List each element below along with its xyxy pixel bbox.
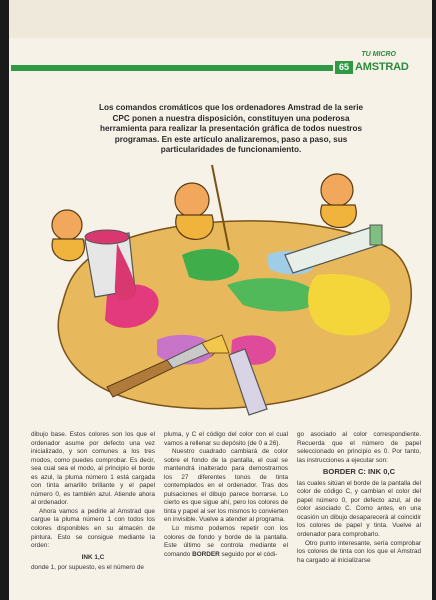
paragraph: dibujo base. Estos colores son los que el ordenador asume por defecto una vez inicializado, y son comunes a los tres modos, como puedes comprobar. Es decir, sea cual sea el modo, al principio el borde es azul, la pluma número 1 está cargada con tinta amarillo brillante y el papel número 0, es también azul. Atiende ahora al ordenador. [31, 431, 155, 507]
paragraph [164, 525, 288, 559]
paragraph: go asociado al color correspondiente. Recuerda que el número de papel seleccionado en principio es 0. Por tanto, las instrucciones a ejecutar son: [297, 431, 421, 464]
paragraph: Nuestro cuadrado cambiará de color sobre el fondo de la pantalla, el cual se mantendrá inalterado para demostrarnos los 27 diferentes tonos de tinta contemplados en el ordenador. Tras dos pulsaciones el dibujo parece borrarse. Lo cierto es que sigue ahí, pero los colores de tinta y papel al ser los mismos lo convierten en invisible. Vuelve a atender al programa. [164, 448, 288, 524]
paragraph: donde 1, por supuesto, es el número de [31, 564, 144, 572]
header-rule [11, 65, 333, 71]
column-3 [297, 431, 421, 565]
column-1 [31, 431, 155, 573]
palette-illustration [17, 155, 427, 425]
code-command: INK 1,C [81, 553, 105, 561]
border-keyword: BORDER [192, 550, 220, 558]
section-kicker: TU MICRO [361, 51, 396, 58]
paragraph: pluma, y C el código del color con el cual vamos a rellenar su depósito (de 0 a 26). [164, 431, 288, 447]
paragraph-text: Lo mismo podemos repetir con los colores de fondo y borde de la pantalla. Este último se controla mediante el comando [164, 525, 288, 558]
paragraph: las cuales sitúan el borde de la pantalla del color de código C, y cambian el color del papel número 0, por defecto azul, al de color asociado C. Como antes, en una ocasión un dibujo desaparecerá al coincidir los colores de papel y tinta. Vuelve al ordenador para comprobarlo. [297, 479, 421, 539]
code-command: BORDER C: INK 0,C [322, 467, 396, 477]
brand-title: AMSTRAD [355, 61, 409, 73]
magazine-page [9, 0, 432, 600]
page-number: 65 [335, 61, 353, 74]
column-2 [164, 431, 288, 559]
intro-paragraph: Los comandos cromáticos que los ordenadores Amstrad de la serie CPC ponen a nuestra disposición, constituyen una poderosa herramienta para realizar la presentación gráfica de todos nuestros programas. En este artículo analizaremos, paso a paso, sus particularidades de funcionamiento. [98, 103, 364, 155]
top-margin [9, 0, 432, 38]
paragraph: Ahora vamos a pedirle al Amstrad que cargue la pluma número 1 con todos los colores disponibles en su almacén de pintura. Esto se consigue mediante la orden: [31, 507, 155, 550]
paragraph-text: seguido por el códi- [219, 550, 278, 558]
paragraph: Otro punto interesante, sería comprobar los colores de tinta con los que el Amstrad ha cargado al inicializarse [297, 539, 421, 564]
